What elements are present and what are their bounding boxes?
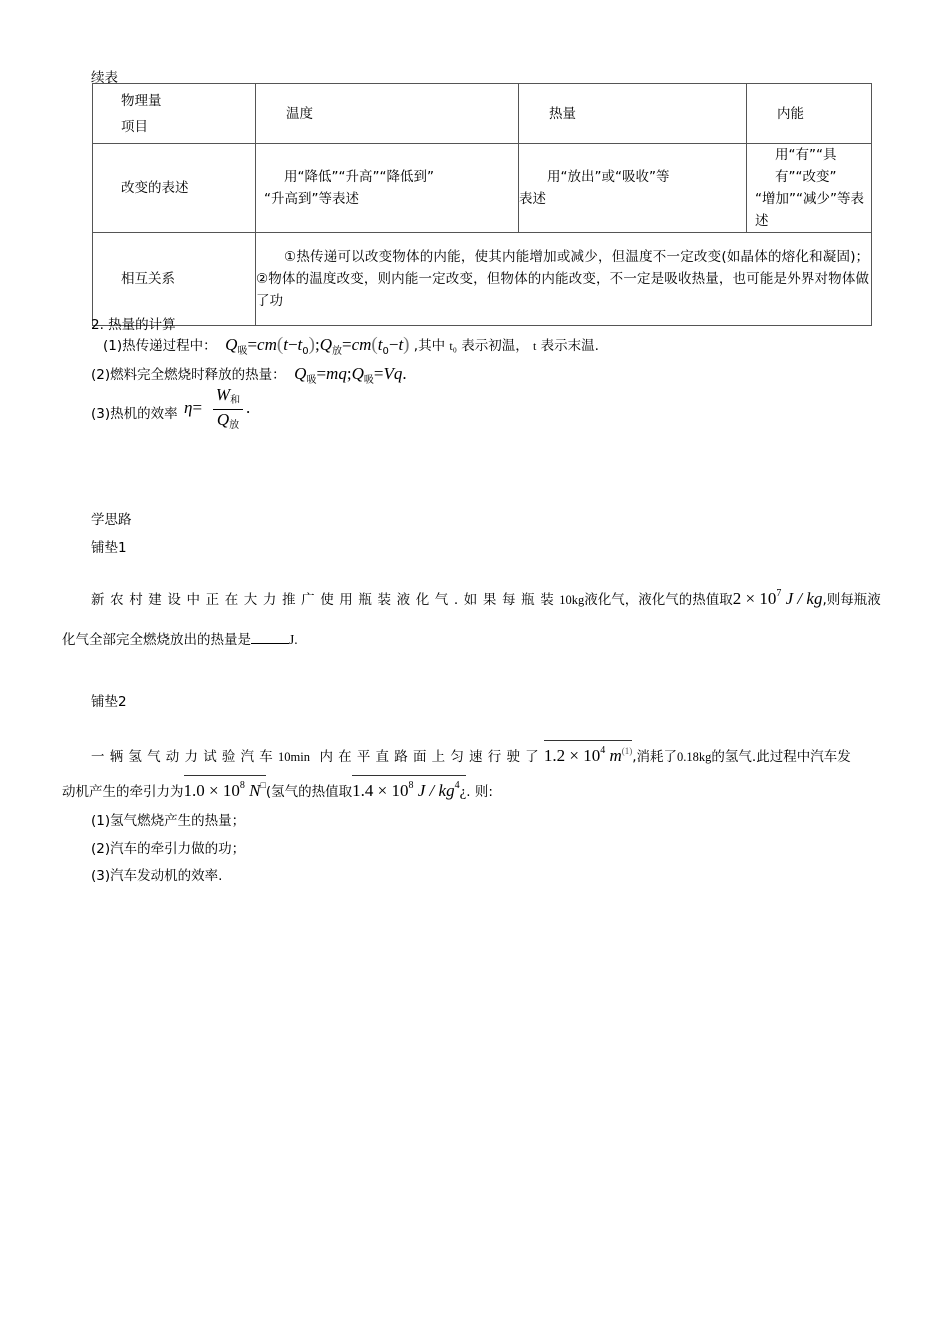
pad2-line-1: 一辆氢气动力试验汽车10min 内在平直路面上匀速行驶了$1.2 \times 10^4$ $m^{(1)}$,消耗了0.18kg的氢气.此过程中汽车发 (91, 740, 851, 772)
header-internal-energy: 内能 (747, 84, 872, 144)
pad2-text: ,消耗了 (632, 749, 678, 765)
sub-absorb: 吸 (306, 375, 317, 386)
pad1-text: 液化气，液化气的热值取 (584, 592, 733, 608)
table-header-row (93, 84, 872, 144)
cell-text-line: 用“有”“具有”“改变” (775, 147, 837, 185)
cell-text-line: 用“放出”或“吸收”等 (547, 169, 670, 185)
pad1-text: 新农村建设中正在大力推广使用瓶装液化气.如果每瓶装 (91, 592, 560, 608)
question-2: (2)汽车的牵引力做的功； (91, 841, 246, 857)
sub-release: 放 (331, 346, 342, 357)
t0-description: 表示初温， (461, 338, 529, 354)
pad2-text: (氢气的热值取 (265, 784, 353, 800)
pad1-text: ,则每瓶液 (822, 592, 881, 608)
cell-internal-expression (747, 144, 872, 233)
cell-temperature-expression (256, 144, 519, 233)
pad2-text: . 则: (466, 784, 493, 800)
pad2-mass: 0.18kg (677, 750, 712, 764)
pad2-time: 10min (278, 750, 310, 764)
formula1-prefix: (1)热传递过程中： (103, 338, 217, 354)
pad1-line-2 (62, 628, 298, 648)
table-row-relation (93, 233, 872, 326)
pad1-mass: 10kg (559, 593, 585, 607)
physics-comparison-table (92, 83, 872, 326)
pad2-title: 铺垫2 (91, 694, 127, 710)
sub-work: 和 (230, 395, 241, 406)
pad1-unit: J. (289, 632, 298, 647)
cell-text-line: “升高到”等表述 (264, 191, 359, 207)
formula-line-1: (1)热传递过程中： $Q_吸=cm(t-t_0);Q_放=cm(t_0-t)$ ,其中 t₀ 表示初温， t 表示末温. (103, 334, 599, 357)
formula-line-2: (2)燃料完全燃烧时释放的热量： $Q_吸=mq;Q_吸=Vq$. (91, 364, 407, 386)
pad2-text: 动机产生的牵引力为 (62, 784, 184, 800)
pad1-line-1: 新农村建设中正在大力推广使用瓶装液化气.如果每瓶装10kg液化气，液化气的热值取$2 \times 10^7$ J / kg,则每瓶液 (91, 588, 881, 608)
header-row-label-top: 物理量 (121, 92, 162, 109)
header-row-label-bottom: 项目 (121, 118, 148, 135)
header-corner-cell (93, 84, 256, 144)
sub-absorb: 吸 (237, 346, 248, 357)
formula2-prefix: (2)燃料完全燃烧时释放的热量： (91, 367, 286, 383)
cell-relation-text (256, 233, 872, 326)
header-temperature: 温度 (256, 84, 519, 144)
section-title-heat-calc: 2. 热量的计算 (91, 317, 176, 333)
cell-text-line: 用“降低”“升高”“降低到” (284, 169, 434, 185)
t-description: 表示末温. (540, 338, 599, 354)
question-3: (3)汽车发动机的效率. (91, 868, 223, 884)
table-caption: 续表 (91, 70, 118, 86)
pad2-text: 的氢气.此过程中汽车发 (711, 749, 851, 765)
pad1-text: 化气全部完全燃烧放出的热量是 (62, 632, 251, 648)
sub-release: 放 (229, 420, 240, 431)
efficiency-fraction: W和 Q放 (213, 386, 243, 433)
sub-absorb: 吸 (363, 375, 374, 386)
row-label-relation: 相互关系 (93, 233, 256, 326)
answer-blank[interactable] (251, 631, 289, 644)
question-1: (1)氢气燃烧产生的热量； (91, 813, 246, 829)
pad2-text: 内在平直路面上匀速行驶了 (319, 749, 544, 765)
t-symbol: t (533, 339, 537, 353)
formula1-suffix: ,其中 (413, 338, 446, 354)
row-label-expression: 改变的表述 (93, 144, 256, 233)
pad1-title: 铺垫1 (91, 540, 127, 556)
header-heat: 热量 (519, 84, 747, 144)
pad2-line-2: 动机产生的牵引力为$1.0 \times 10^8$ N□(氢气的热值取$1.4 \times 10^8$ J / $kg^4¿$. 则: (62, 775, 493, 807)
cell-text-line: “增加”“减少”等表述 (755, 191, 864, 229)
t0-symbol: t₀ (449, 339, 457, 353)
cell-text-line: 表述 (519, 191, 546, 207)
formula3-prefix: (3)热机的效率 (91, 406, 178, 422)
cell-heat-expression (519, 144, 747, 233)
study-title: 学思路 (91, 512, 132, 528)
relation-text: ①热传递可以改变物体的内能，使其内能增加或减少，但温度不一定改变(如晶体的熔化和凝固)；②物体的温度改变，则内能一定改变，但物体的内能改变，不一定是吸收热量，也可能是外界对物体做了功 (256, 249, 869, 309)
pad2-text: 一辆氢气动力试验汽车 (91, 749, 278, 765)
table-row-expression (93, 144, 872, 233)
